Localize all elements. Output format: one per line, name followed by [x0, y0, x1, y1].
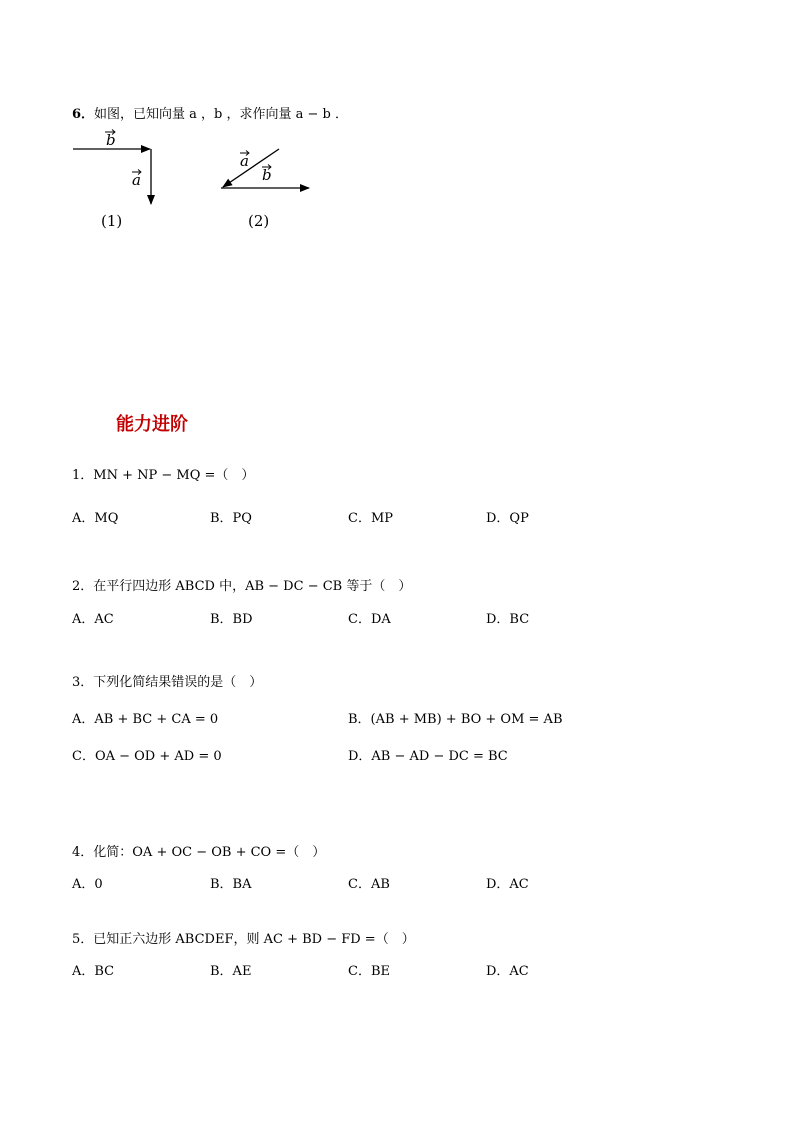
- problem-4-option-b[interactable]: B．BA: [210, 877, 252, 892]
- problem-2-option-a[interactable]: A．AC: [72, 612, 114, 627]
- fig1-label-a: a: [132, 171, 141, 189]
- problem-5-option-b[interactable]: B．AE: [210, 964, 252, 979]
- fig2-caption: (2): [248, 212, 270, 230]
- problem-3-stem: 3．下列化简结果错误的是（ ）: [72, 675, 263, 690]
- fig1-caption: (1): [101, 212, 123, 230]
- problem-2-option-d[interactable]: D．BC: [486, 612, 530, 627]
- problem-5-option-d[interactable]: D．AC: [486, 964, 529, 979]
- problem-1-option-d[interactable]: D．QP: [486, 511, 529, 526]
- fig2-label-a: a: [240, 152, 249, 170]
- problem-4-stem: 4．化简：OA + OC − OB + CO =（ ）: [72, 845, 326, 860]
- problem-1-option-b[interactable]: B．PQ: [210, 511, 252, 526]
- problem-4-option-d[interactable]: D．AC: [486, 877, 529, 892]
- problem-4-option-a[interactable]: A．0: [72, 877, 103, 892]
- problem-2-option-c[interactable]: C．DA: [348, 612, 391, 627]
- problem-1-option-c[interactable]: C．MP: [348, 511, 394, 526]
- q6-figure-1: [68, 128, 168, 208]
- problem-3-option-c[interactable]: C．OA − OD + AD = 0: [72, 749, 222, 764]
- q6-label: 6．: [72, 107, 95, 122]
- problem-2-option-b[interactable]: B．BD: [210, 612, 253, 627]
- problem-3-option-d[interactable]: D．AB − AD − DC = BC: [348, 749, 508, 764]
- problem-2-stem: 2．在平行四边形 ABCD 中，AB − DC − CB 等于（ ）: [72, 579, 412, 594]
- q6-stem: [72, 103, 348, 122]
- problem-4-option-c[interactable]: C．AB: [348, 877, 390, 892]
- q6-text: 如图，已知向量 a ，b ，求作向量 a − b ．: [94, 107, 349, 122]
- q6-figure-2: [215, 140, 315, 196]
- problem-5-option-a[interactable]: A．BC: [72, 964, 115, 979]
- problem-5-option-c[interactable]: C．BE: [348, 964, 390, 979]
- problem-1-stem: 1．MN + NP − MQ =（ ）: [72, 468, 255, 483]
- problem-3-option-a[interactable]: A．AB + BC + CA = 0: [72, 712, 219, 727]
- section-title: 能力进阶: [116, 414, 188, 435]
- problem-5-stem: 5．已知正六边形 ABCDEF，则 AC + BD − FD =（ ）: [72, 932, 415, 947]
- problem-1-option-a[interactable]: A．MQ: [72, 511, 119, 526]
- fig1-label-b: b: [106, 131, 116, 149]
- problem-3-option-b[interactable]: B．(AB + MB) + BO + OM = AB: [348, 712, 563, 727]
- fig2-label-b: b: [262, 166, 272, 184]
